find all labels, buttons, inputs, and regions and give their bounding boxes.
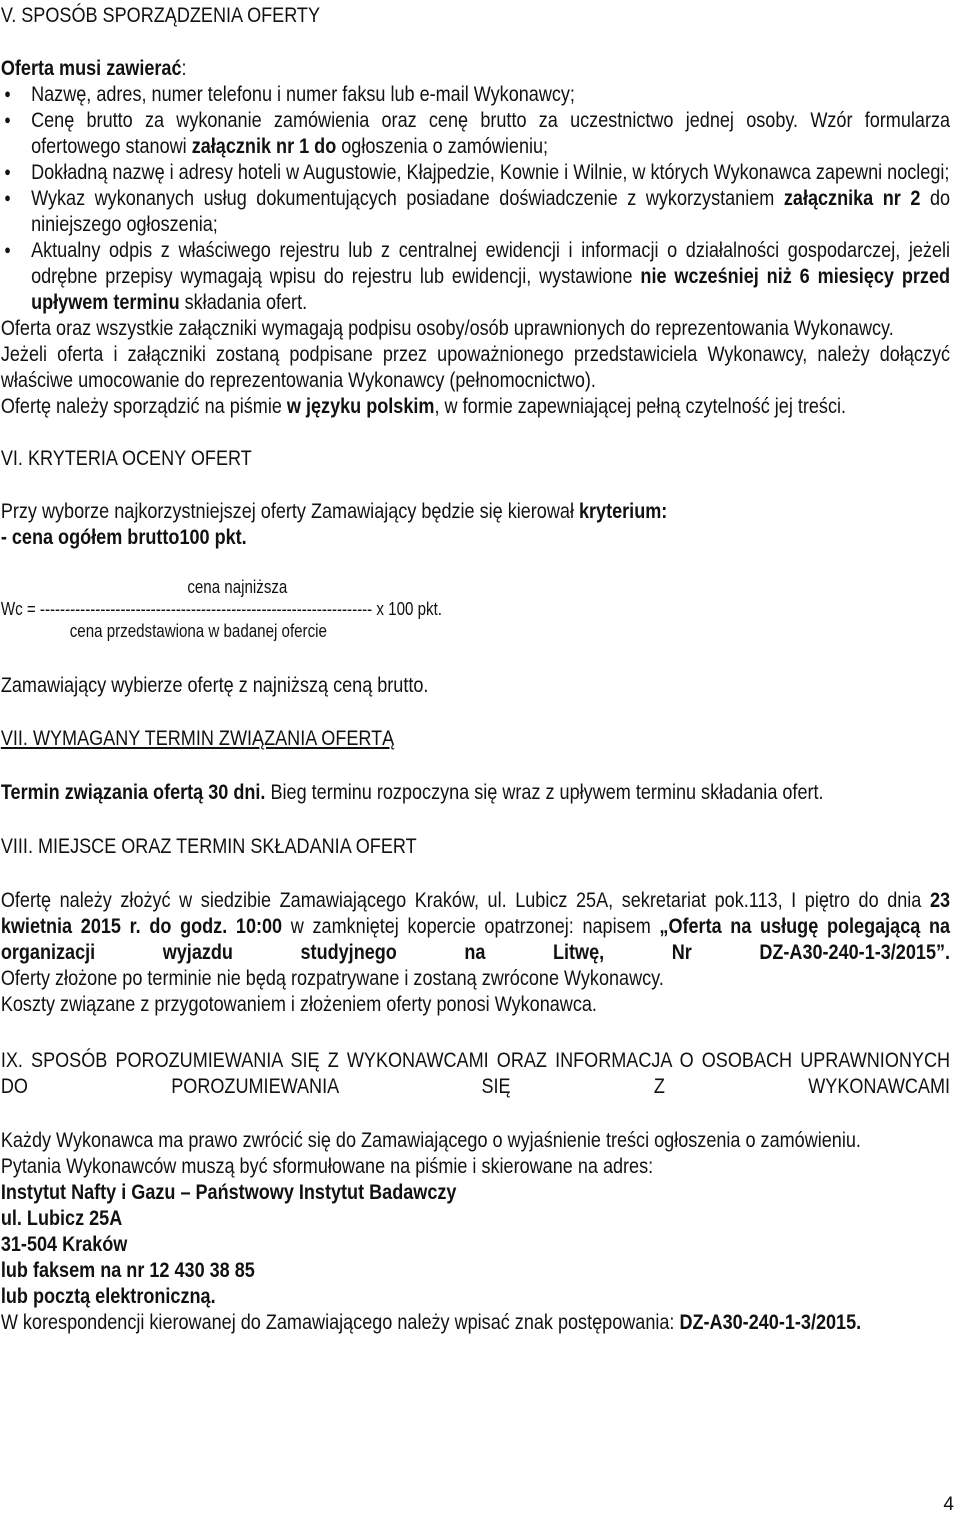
section-5-title: V. SPOSÓB SPORZĄDZENIA OFERTY — [0, 3, 320, 27]
address-line-street: ul. Lubicz 25A — [0, 1206, 123, 1230]
section-9-title: IX. SPOSÓB POROZUMIEWANIA SIĘ Z WYKONAWCAMI ORAZ INFORMACJA O OSOBACH UPRAWNIONYCH DO POROZUMIEWANIA SIĘ Z WYKONAWCAMI — [0, 1048, 951, 1098]
lowest-price-note: Zamawiający wybierze ofertę z najniższą ceną brutto. — [0, 673, 429, 697]
formula-numerator: cena najniższa — [187, 577, 288, 597]
section-6-title: VI. KRYTERIA OCENY OFERT — [0, 446, 252, 470]
questions-note: Pytania Wykonawców muszą być sformułowane na piśmie i skierowane na adres: — [0, 1154, 654, 1178]
proxy-note: Jeżeli oferta i załączniki zostaną podpisane przez upoważnionego przedstawiciela Wykonawcy, należy dołączyć właściwe umocowanie do reprezentowania Wykonawcy (pełnomocnictwo). — [0, 342, 951, 392]
criterion-name: - cena ogółem brutto — [0, 525, 180, 549]
formula-denominator: cena przedstawiona w badanej ofercie — [69, 621, 327, 641]
list-item: ● Nazwę, adres, numer telefonu i numer faksu lub e-mail Wykonawcy; — [1, 81, 950, 107]
address-line-fax: lub faksem na nr 12 430 38 85 — [0, 1258, 255, 1282]
criteria-intro: Przy wyborze najkorzystniejszej oferty Zamawiający będzie się kierował kryterium: — [0, 499, 668, 523]
list-item: ● Wykaz wykonanych usług dokumentujących posiadane doświadczenie z wykorzystaniem załącznika nr 2 do niniejszego ogłoszenia; — [1, 185, 950, 237]
criterion-points: 100 pkt. — [179, 525, 247, 549]
address-line-city: 31-504 Kraków — [0, 1232, 128, 1256]
formula-line: Wc = ------------------------------------------------------------------ x 100 pkt. — [0, 599, 442, 619]
clarification-note: Każdy Wykonawca ma prawo zwrócić się do Zamawiającego o wyjaśnienie treści ogłoszenia o zamówieniu. — [0, 1128, 861, 1152]
binding-term: Termin związania ofertą 30 dni. Bieg terminu rozpoczyna się wraz z upływem terminu składania ofert. — [0, 780, 824, 804]
signature-note: Oferta oraz wszystkie załączniki wymagają podpisu osoby/osób uprawnionych do reprezentowania Wykonawcy. — [0, 316, 894, 340]
list-item: ● Cenę brutto za wykonanie zamówienia oraz cenę brutto za uczestnictwo jednej osoby. Wzór formularza ofertowego stanowi załącznik nr 1 do ogłoszenia o zamówieniu; — [1, 107, 950, 159]
language-note: Ofertę należy sporządzić na piśmie w języku polskim, w formie zapewniającej pełną czytelność jej treści. — [0, 394, 847, 418]
section-7-title: VII. WYMAGANY TERMIN ZWIĄZANIA OFERTĄ — [0, 726, 395, 750]
document-content — [0, 2, 950, 1335]
submission-place: Ofertę należy złożyć w siedzibie Zamawiającego Kraków, ul. Lubicz 25A, sekretariat pok.113, I piętro do dnia 23 kwietnia 2015 r. do godz. 10:00 w zamkniętej kopercie opatrzonej: napisem „Oferta na usługę polegającą na organizacji wyjazdu studyjnego na Litwę, Nr DZ-A30-240-1-3/2015”. — [0, 888, 951, 964]
case-reference-note: W korespondencji kierowanej do Zamawiającego należy wpisać znak postępowania: DZ-A30-240-1-3/2015. — [0, 1310, 862, 1334]
must-contain-label: Oferta musi zawierać: — [0, 56, 187, 80]
costs-note: Koszty związane z przygotowaniem i złożeniem oferty ponosi Wykonawca. — [0, 992, 597, 1016]
page-number: 4 — [943, 1494, 954, 1515]
criterion-row — [1, 524, 950, 550]
requirements-list — [1, 81, 950, 315]
document-page — [0, 2, 960, 1521]
list-item: ● Aktualny odpis z właściwego rejestru lub z centralnej ewidencji i informacji o działalności gospodarczej, jeżeli odrębne przepisy wymagają wpisu do rejestru lub ewidencji, wystawione nie wcześniej niż 6 miesięcy przed upływem terminu składania ofert. — [1, 237, 950, 315]
late-offers-note: Oferty złożone po terminie nie będą rozpatrywane i zostaną zwrócone Wykonawcy. — [0, 966, 664, 990]
list-item: ● Dokładną nazwę i adresy hoteli w Augustowie, Kłajpedzie, Kownie i Wilnie, w których Wykonawca zapewni noclegi; — [1, 159, 950, 185]
address-line-institute: Instytut Nafty i Gazu – Państwowy Instytut Badawczy — [0, 1180, 457, 1204]
section-8-title: VIII. MIEJSCE ORAZ TERMIN SKŁADANIA OFERT — [0, 834, 417, 858]
address-line-email: lub pocztą elektroniczną. — [0, 1284, 216, 1308]
